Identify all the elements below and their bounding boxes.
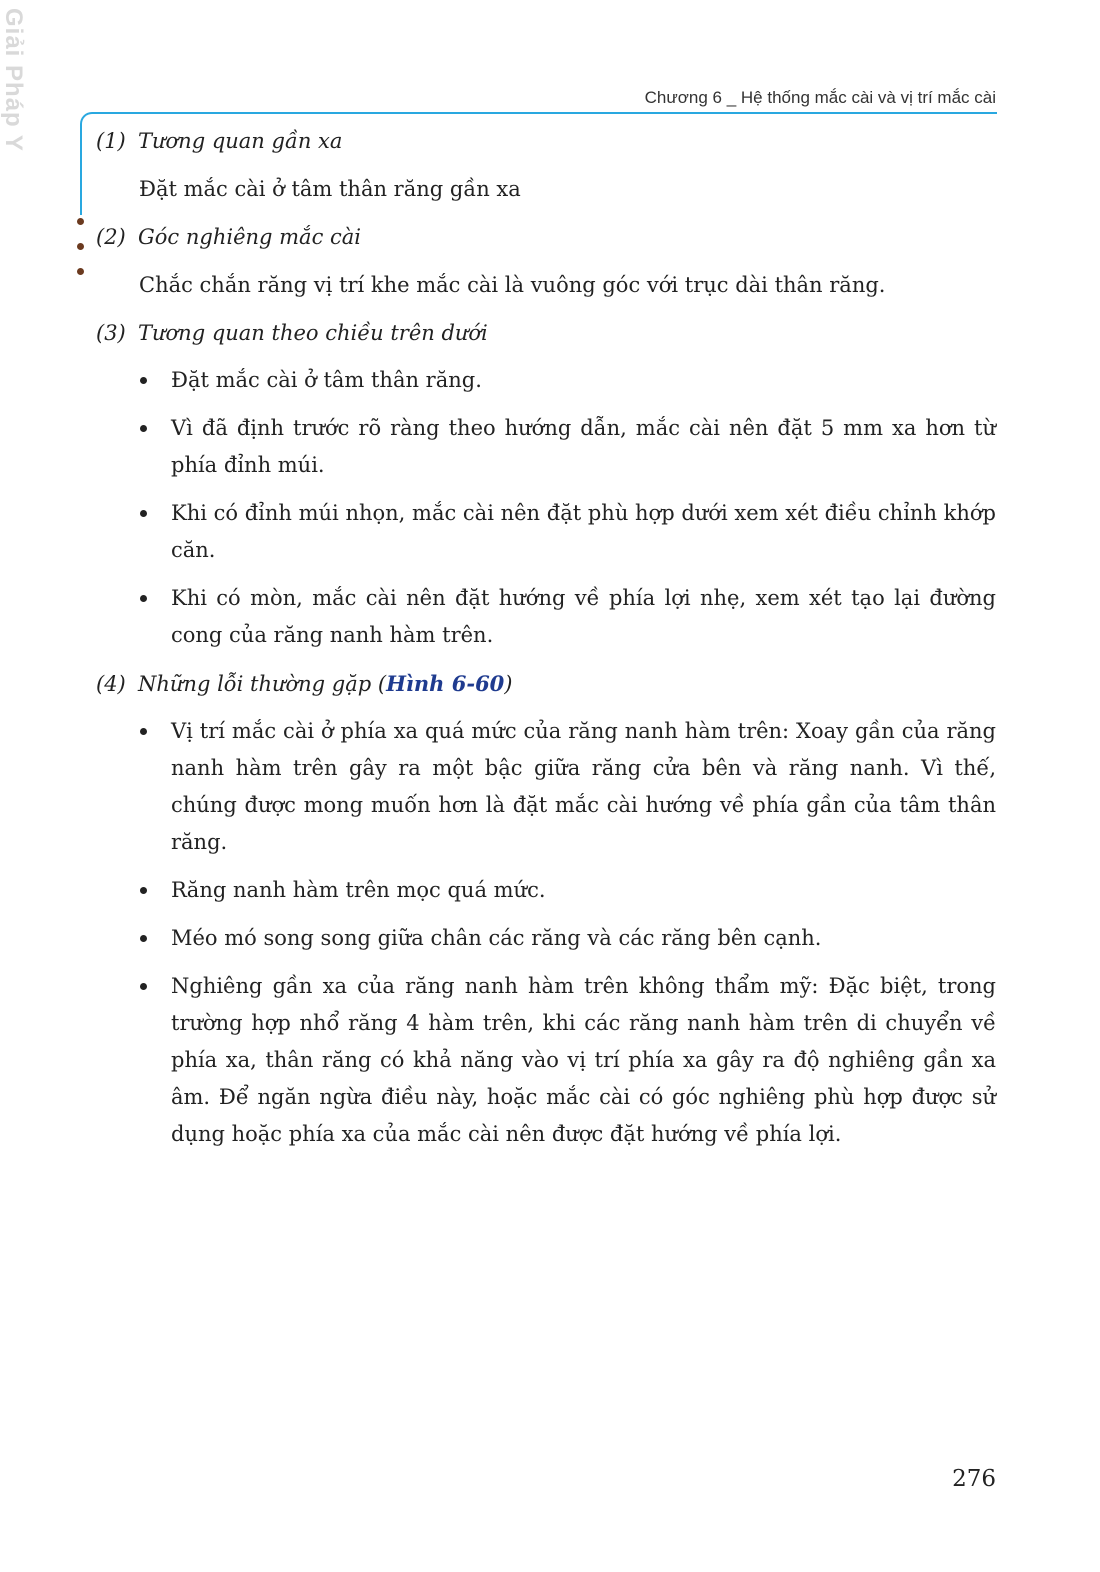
section-heading-2: [96, 218, 996, 256]
bullet-icon: [140, 510, 147, 517]
list-item-text: Khi có mòn, mắc cài nên đặt hướng về phía lợi nhẹ, xem xét tạo lại đường cong của răng nanh hàm trên.: [171, 586, 996, 647]
decorative-dot: [77, 218, 84, 225]
section-title-prefix: Những lỗi thường gặp (: [138, 672, 387, 696]
section-number: (4): [96, 672, 126, 696]
bullet-icon: [140, 983, 147, 990]
header-corner: [80, 112, 92, 126]
list-item-text: Khi có đỉnh múi nhọn, mắc cài nên đặt phù hợp dưới xem xét điều chỉnh khớp căn.: [171, 501, 996, 562]
section-text-1: Đặt mắc cài ở tâm thân răng gần xa: [139, 177, 521, 201]
figure-reference-link[interactable]: Hình 6-60: [386, 671, 505, 696]
list-item: [96, 495, 996, 569]
list-item-text: Vì đã định trước rõ ràng theo hướng dẫn, mắc cài nên đặt 5 mm xa hơn từ phía đỉnh múi.: [171, 416, 996, 477]
list-item-text: Vị trí mắc cài ở phía xa quá mức của răng nanh hàm trên: Xoay gần của răng nanh hàm trên gây ra một bậc giữa răng cửa bên và răng nanh. Vì thế, chúng được mong muốn hơn là đặt mắc cài hướng về phía gần của tâm thân răng.: [171, 719, 996, 854]
bullet-list-3: [96, 362, 996, 654]
bullet-icon: [140, 425, 147, 432]
list-item: [96, 362, 996, 399]
bullet-icon: [140, 935, 147, 942]
page-number: 276: [952, 1466, 996, 1492]
list-item-text: Méo mó song song giữa chân các răng và các răng bên cạnh.: [171, 926, 822, 950]
bullet-icon: [140, 595, 147, 602]
section-number: (2): [96, 225, 126, 249]
list-item-text: Nghiêng gần xa của răng nanh hàm trên không thẩm mỹ: Đặc biệt, trong trường hợp nhổ răng 4 hàm trên, khi các răng nanh hàm trên di chuyển về phía xa, thân răng có khả năng vào vị trí phía xa gây ra độ nghiêng gần xa âm. Để ngăn ngừa điều này, hoặc mắc cài có góc nghiêng phù hợp được sử dụng hoặc phía xa của mắc cài nên được đặt hướng về phía lợi.: [171, 974, 996, 1146]
bullet-list-4: [96, 713, 996, 1153]
list-item: [96, 968, 996, 1153]
section-heading-3: [96, 314, 996, 352]
header-rule: [92, 112, 997, 114]
section-number: (1): [96, 129, 126, 153]
bullet-icon: [140, 887, 147, 894]
watermark: Giải Pháp Y: [0, 8, 27, 152]
section-text-2: Chắc chắn răng vị trí khe mắc cài là vuông góc với trục dài thân răng.: [139, 273, 886, 297]
bullet-icon: [140, 377, 147, 384]
section-title: Góc nghiêng mắc cài: [138, 225, 362, 249]
list-item: [96, 410, 996, 484]
list-item-text: Đặt mắc cài ở tâm thân răng.: [171, 368, 482, 392]
section-heading-1: [96, 122, 996, 160]
running-header: Chương 6 _ Hệ thống mắc cài và vị trí mắc cài: [644, 88, 996, 107]
left-accent-bar: [80, 125, 82, 215]
section-number: (3): [96, 321, 126, 345]
list-item: [96, 872, 996, 909]
decorative-dot: [77, 243, 84, 250]
section-title: Tương quan gần xa: [138, 129, 343, 153]
section-title: [138, 672, 513, 696]
list-item-text: Răng nanh hàm trên mọc quá mức.: [171, 878, 546, 902]
list-item: [96, 713, 996, 861]
section-heading-4: [96, 665, 996, 703]
decorative-dot: [77, 268, 84, 275]
section-title: Tương quan theo chiều trên dưới: [138, 321, 488, 345]
list-item: [96, 920, 996, 957]
bullet-icon: [140, 728, 147, 735]
main-content: [96, 122, 996, 1164]
list-item: [96, 580, 996, 654]
section-title-suffix: ): [504, 672, 513, 696]
